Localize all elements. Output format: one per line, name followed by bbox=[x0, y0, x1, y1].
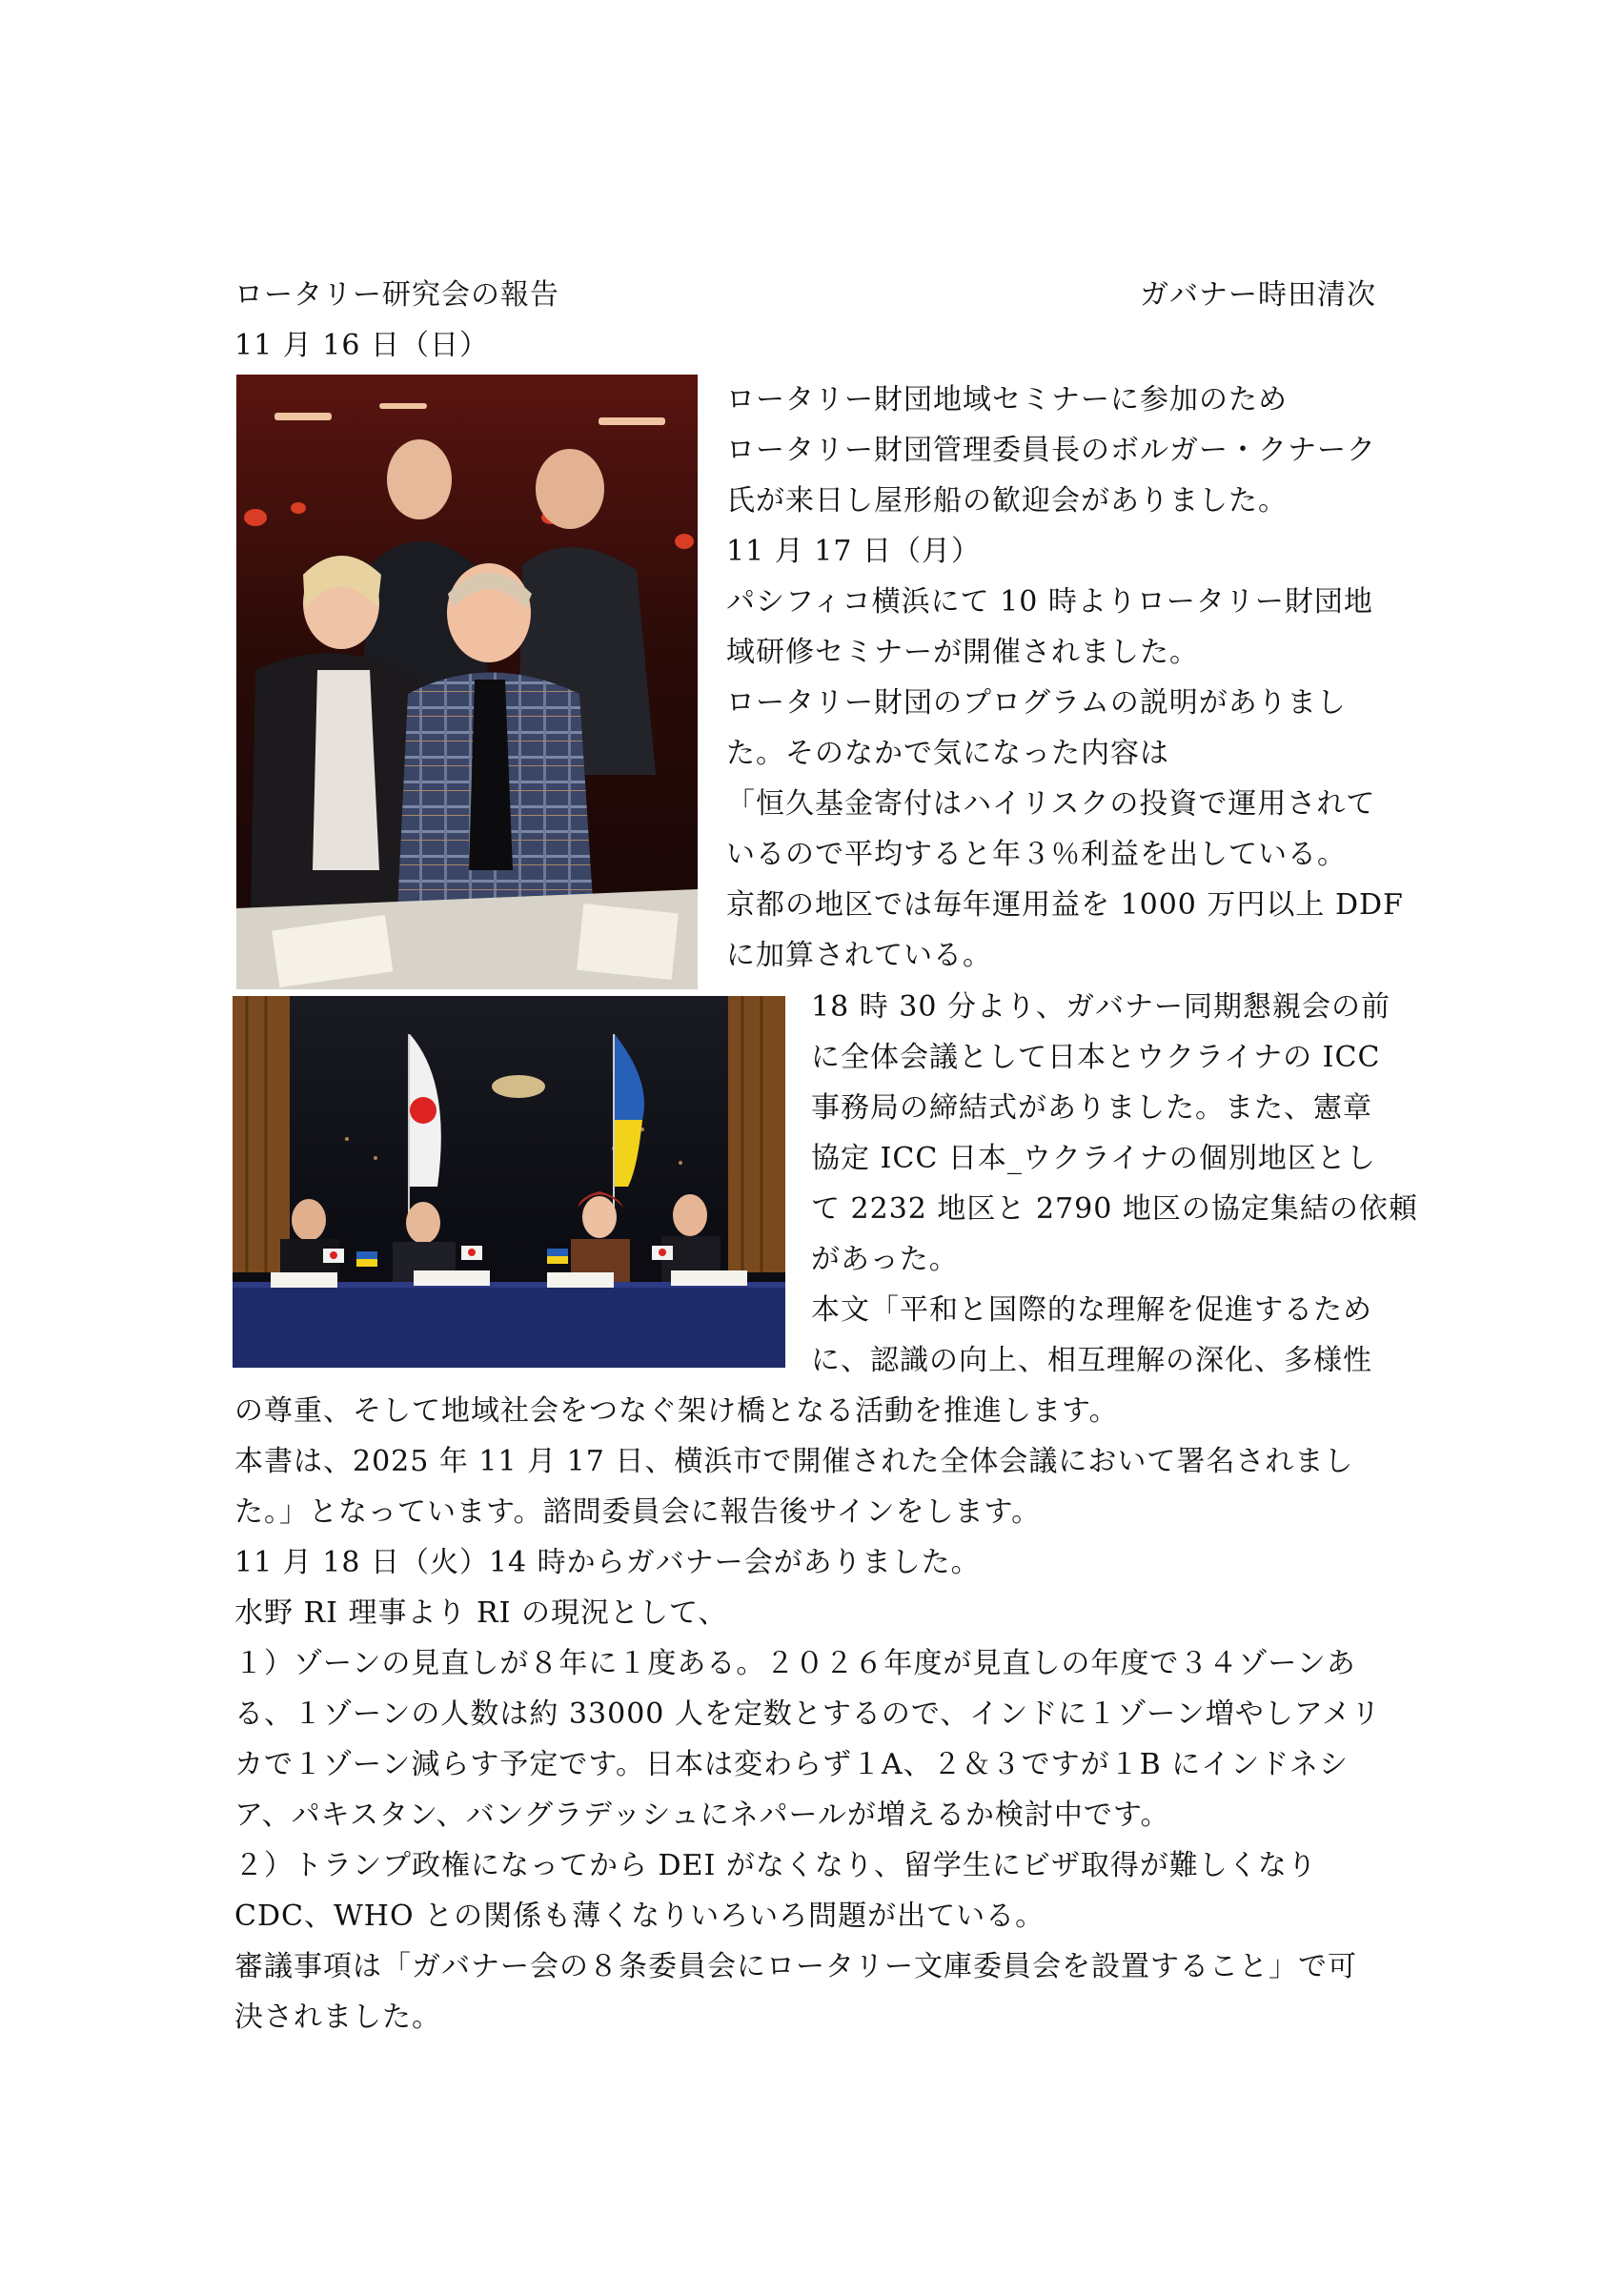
body-line: 18 時 30 分より、ガバナー同期懇親会の前 bbox=[811, 990, 1391, 1024]
report-author: ガバナー時田清次 bbox=[1140, 278, 1376, 312]
body-line: 審議事項は「ガバナー会の８条委員会にロータリー文庫委員会を設置すること」で可 bbox=[234, 1950, 1357, 1983]
body-line-date-1: 11 月 16 日（日） bbox=[234, 329, 489, 362]
body-line: パシフィコ横浜にて 10 時よりロータリー財団地 bbox=[726, 585, 1373, 619]
body-line: ア、パキスタン、バングラデッシュにネパールが増えるか検討中です。 bbox=[234, 1798, 1170, 1832]
body-line: 協定 ICC 日本_ウクライナの個別地区とし bbox=[811, 1142, 1376, 1175]
body-line: 決されました。 bbox=[234, 2001, 441, 2034]
body-line-seminar-intro: ロータリー財団地域セミナーに参加のため bbox=[726, 383, 1288, 417]
body-line: に、認識の向上、相互理解の深化、多様性 bbox=[811, 1344, 1372, 1377]
body-line: カで１ゾーン減らす予定です。日本は変わらず１A、２＆３ですが１B にインドネシ bbox=[234, 1748, 1349, 1781]
body-line: 本文「平和と国際的な理解を促進するため bbox=[811, 1293, 1372, 1327]
body-line: ロータリー財団のプログラムの説明がありまし bbox=[726, 686, 1347, 720]
body-line: ロータリー財団管理委員長のボルガー・クナーク bbox=[726, 434, 1376, 467]
report-title: ロータリー研究会の報告 bbox=[234, 278, 559, 312]
icc-signing-ceremony-photo bbox=[233, 996, 785, 1368]
body-line: の尊重、そして地域社会をつなぐ架け橋となる活動を推進します。 bbox=[234, 1394, 1119, 1428]
body-line: 京都の地区では毎年運用益を 1000 万円以上 DDF bbox=[726, 888, 1404, 922]
body-line: た。」となっています。諮問委員会に報告後サインをします。 bbox=[234, 1495, 1042, 1529]
welcome-party-photo bbox=[236, 375, 698, 989]
body-line: に全体会議として日本とウクライナの ICC bbox=[811, 1041, 1381, 1074]
body-line: 「恒久基金寄付はハイリスクの投資で運用されて bbox=[726, 787, 1376, 821]
body-line: に加算されている。 bbox=[726, 939, 992, 972]
body-line-date-2: 11 月 17 日（月） bbox=[726, 535, 981, 568]
body-line: 本書は、2025 年 11 月 17 日、横浜市で開催された全体会議において署名されまし bbox=[234, 1445, 1354, 1478]
body-line: ２）トランプ政権になってから DEI がなくなり、留学生にビザ取得が難しくなり bbox=[234, 1849, 1317, 1882]
body-line: 水野 RI 理事より RI の現況として、 bbox=[234, 1596, 728, 1630]
body-line: る、１ゾーンの人数は約 33000 人を定数とするので、インドに１ゾーン増やしアメリ bbox=[234, 1697, 1381, 1731]
body-line: て 2232 地区と 2790 地区の協定集結の依頼 bbox=[811, 1192, 1418, 1226]
body-line-date-3: 11 月 18 日（火）14 時からガバナー会がありました。 bbox=[234, 1546, 981, 1579]
body-line: 域研修セミナーが開催されました。 bbox=[726, 636, 1199, 669]
body-line: 氏が来日し屋形船の歓迎会がありました。 bbox=[726, 484, 1288, 518]
body-line: いるので平均すると年３％利益を出している。 bbox=[726, 838, 1347, 871]
body-line: た。そのなかで気になった内容は bbox=[726, 737, 1169, 770]
body-line: １）ゾーンの見直しが８年に１度ある。２０２６年度が見直しの年度で３４ゾーンあ bbox=[234, 1647, 1356, 1680]
body-line: CDC、WHO との関係も薄くなりいろいろ問題が出ている。 bbox=[234, 1900, 1045, 1933]
body-line: 事務局の締結式がありました。また、憲章 bbox=[811, 1091, 1372, 1125]
body-line: があった。 bbox=[811, 1243, 959, 1276]
